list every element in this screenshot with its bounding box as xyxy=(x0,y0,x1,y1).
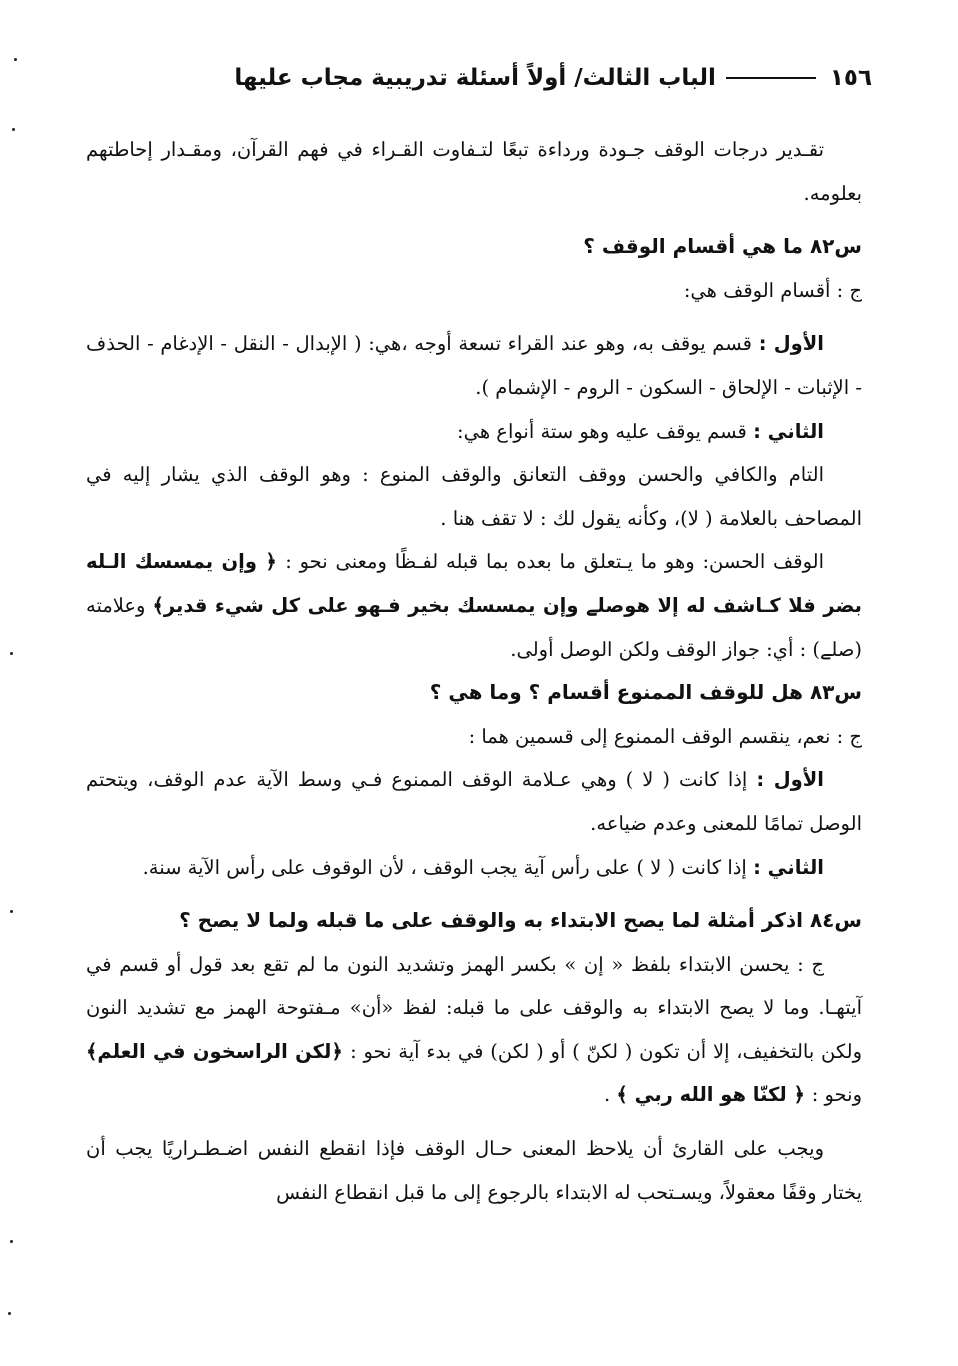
paragraph-hasan xyxy=(86,540,862,671)
answer-83: ج : نعم، ينقسم الوقف الممنوع إلى قسمين هما : xyxy=(468,724,862,748)
page-header xyxy=(60,58,872,98)
second-label: الثاني : xyxy=(753,419,824,443)
hasan-intro: الوقف الحسن: وهو ما يـتعلق ما بعده بما قبله لفـظًا ومعنى نحو : xyxy=(285,550,824,574)
second-text: قسم يوقف عليه وهو ستة أنواع هي: xyxy=(457,419,754,443)
question-84: س٨٤ اذكر أمثلة لما يصح الابتداء به والوقف على ما قبله ولما لا يصح ؟ xyxy=(179,908,862,933)
paragraph-first-division xyxy=(86,322,862,409)
paragraph-forbidden-second xyxy=(86,846,862,890)
forbidden-first-text: إذا كانت ( لا ) وهي عـلامة الوقف الممنوع فـي وسط الآية عدم الوقف، ويتحتم الوصل تمامًا للمعنى وعدم ضياعه. xyxy=(86,768,862,835)
scan-speck xyxy=(12,128,15,131)
paragraph-stop-types: التام والكافي والحسن ووقف التعانق والوقف المنوع : وهو الوقف الذي يشار إليه في المصاحف بالعلامة ( لا)، وكأنه يقول لك : لا تقف هنا . xyxy=(86,463,862,530)
running-title: الباب الثالث/ أولاً أسئلة تدريبية مجاب عليها xyxy=(234,65,716,91)
forbidden-second-text: إذا كانت ( لا ) على رأس آية يجب الوقف ، لأن الوقوف على رأس الآية سنة. xyxy=(142,855,754,879)
question-83: س٨٣ هل للوقف الممنوع أقسام ؟ وما هي ؟ xyxy=(429,680,862,705)
paragraph-intro: تقـدير درجات الوقف جـودة ورداءة تبعًا لتـفاوت القـراء في فهم القرآن، ومقـدار إحاطتهم بعلومه. xyxy=(86,138,862,205)
header-rule xyxy=(726,77,816,79)
forbidden-second-label: الثاني : xyxy=(753,855,824,879)
paragraph-closing: ويجب على القارئ أن يلاحظ المعنى حـال الوقف فإذا انقطع النفس اضـطـراريًا يجب أن يختار وقفًا معقولاً، ويسـتحب له الابتداء بالرجوع إلى ما قبل انقطاع النفس xyxy=(86,1137,862,1204)
answer-82: ج : أقسام الوقف هي: xyxy=(683,278,862,302)
first-label: الأول : xyxy=(758,332,824,356)
scan-speck xyxy=(8,1312,11,1315)
paragraph-forbidden-first xyxy=(86,758,862,845)
scan-speck xyxy=(10,1240,13,1243)
first-text: قسم يوقف به، وهو عند القراء تسعة أوجه ،هي: ( الإبدال - النقل - الإدغام - الحذف - الإثبات - الإلحاق - السكون - الروم - الإشمام ). xyxy=(86,332,862,399)
hasan-note: وعلامته (صلے) : أي: جواز الوقف ولكن الوصل أولى. xyxy=(86,593,862,661)
example-verse-1: ﴿لكن الراسخون في العلم﴾ xyxy=(86,1039,351,1063)
answer-84-main: ج : يحسن الابتداء بلفظ « إن » بكسر الهمز وتشديد النون ما لم تقع بعد قول أو قسم في آيتهـا. وما لا يصح الابتداء به والوقف على ما قبله: لفظ «أن» مـفتوحة الهمز مع تشديد النون ولكن بالتخفيف، إلا أن تكون ( لكنّ ) أو ( لكن) في بدء آية نحو : xyxy=(86,952,862,1063)
question-82: س٨٢ ما هي أقسام الوقف ؟ xyxy=(583,234,862,259)
paragraph-second-division xyxy=(86,410,862,454)
forbidden-first-label: الأول : xyxy=(756,768,824,792)
example-verse-2: ﴿ لكنّا هو الله ربي ﴾ xyxy=(616,1083,812,1107)
answer-84-mid: ونحو : xyxy=(811,1083,862,1107)
answer-84-end: . xyxy=(603,1083,617,1107)
page-body xyxy=(86,128,862,1214)
scan-speck xyxy=(14,58,17,61)
answer-84 xyxy=(86,943,862,1117)
page-number: ١٥٦ xyxy=(829,65,872,91)
hasan-verse: ﴿ وإن يمسسك الـله بضر فلا كـاشف له إلا هوصلے وإن يمسسك بخير فـهو على كل شيء قدير﴾ xyxy=(86,550,863,617)
scan-speck xyxy=(10,652,13,655)
scan-speck xyxy=(10,910,13,913)
